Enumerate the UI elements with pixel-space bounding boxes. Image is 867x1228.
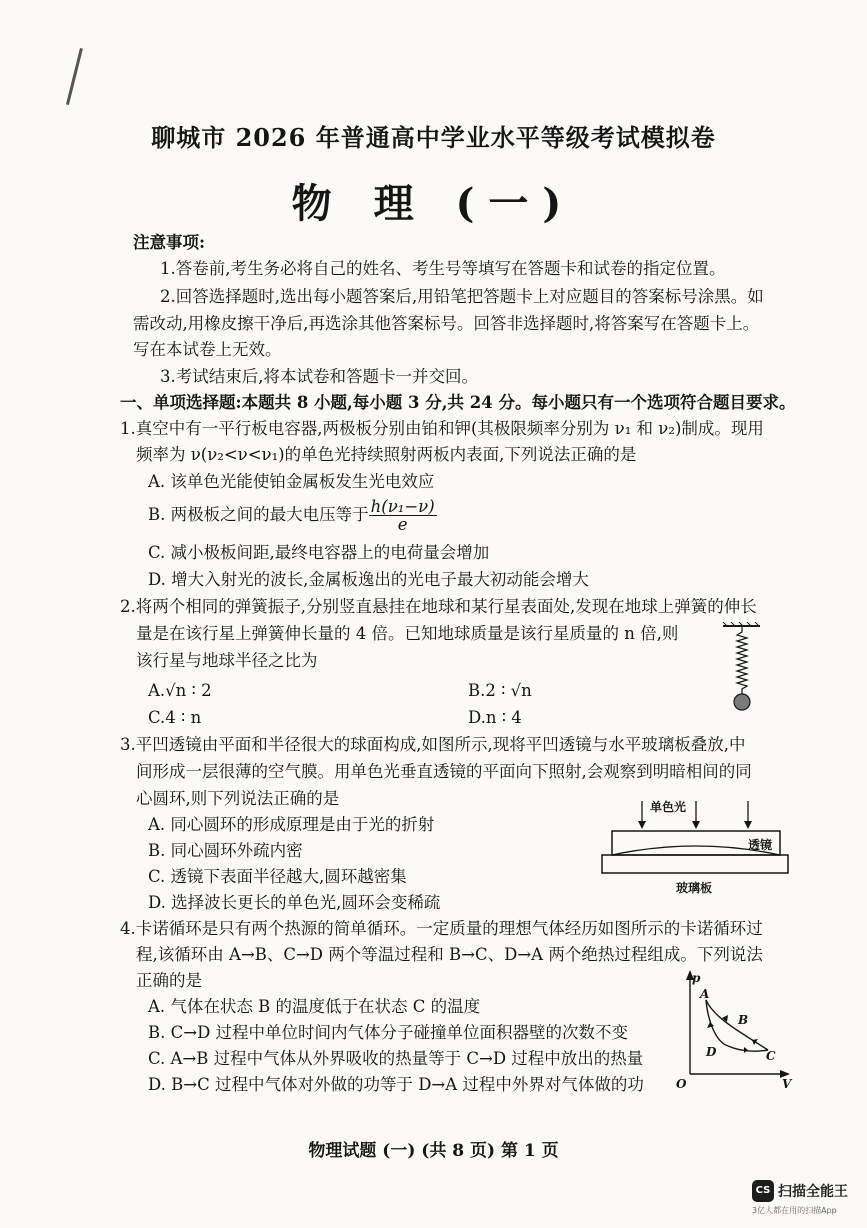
q4-option-c: C. A→B 过程中气体从外界吸收的热量等于 C→D 过程中放出的热量 (148, 1049, 644, 1068)
notice-item-1: 1.答卷前,考生务必将自己的姓名、考生号等填写在答题卡和试卷的指定位置。 (160, 259, 726, 278)
spring-oscillator-figure (720, 622, 764, 714)
q1-stem-line-2: 频率为 ν(ν₂<ν<ν₁)的单色光持续照射两板内表面,下列说法正确的是 (136, 445, 637, 464)
lens-label: 透镜 (748, 838, 773, 852)
q4-option-b: B. C→D 过程中单位时间内气体分子碰撞单位面积器壁的次数不变 (148, 1023, 629, 1042)
q1-stem-line-1: 1.真空中有一平行板电容器,两极板分别由铂和钾(其极限频率分别为 ν₁ 和 ν₂)制成。现用 (120, 419, 764, 438)
notice-item-2-line-3: 写在本试卷上无效。 (133, 340, 282, 359)
q3-option-d: D. 选择波长更长的单色光,圆环会变稀疏 (148, 893, 441, 912)
q3-stem-line-1: 3.平凹透镜由平面和半径很大的球面构成,如图所示,现将平凹透镜与水平玻璃板叠放,中 (120, 735, 746, 754)
q1-option-c: C. 减小极板间距,最终电容器上的电荷量会增加 (148, 543, 490, 562)
q3-option-b: B. 同心圆环外疏内密 (148, 841, 303, 860)
exam-subtitle: 物 理 (一) (291, 180, 576, 227)
spring-coil (737, 626, 747, 694)
arrow-bc (752, 1039, 758, 1045)
state-c-label: C (766, 1049, 776, 1063)
origin-label: O (676, 1077, 687, 1091)
isotherm-ab-bc (706, 1000, 768, 1050)
q2-stem-line-2: 量是在该行星上弹簧伸长量的 4 倍。已知地球质量是该行星质量的 n 倍,则 (136, 624, 679, 643)
q4-option-a: A. 气体在状态 B 的温度低于在状态 C 的温度 (148, 997, 481, 1016)
scanner-logo: CS (752, 1180, 774, 1202)
state-b-label: B (738, 1013, 749, 1027)
q1-option-a: A. 该单色光能使铂金属板发生光电效应 (148, 472, 435, 491)
fraction-numerator: h(ν₁−ν) (370, 497, 435, 516)
q2-stem-line-1: 2.将两个相同的弹簧振子,分别竖直悬挂在地球和某行星表面处,发现在地球上弹簧的伸长 (120, 597, 757, 616)
q2-option-d: D.n ∶ 4 (468, 708, 522, 727)
q4-stem-line-3: 正确的是 (136, 971, 202, 990)
q3-option-c: C. 透镜下表面半径越大,圆环越密集 (148, 867, 407, 886)
hanging-ball (734, 694, 750, 710)
section-heading: 一、单项选择题:本题共 8 小题,每小题 3 分,共 24 分。每小题只有一个选项符合题目要求。 (120, 393, 796, 412)
lens-interference-figure (600, 795, 790, 897)
page-footer: 物理试题 (一) (共 8 页) 第 1 页 (308, 1141, 559, 1161)
state-a-label: A (700, 987, 710, 1001)
q4-option-d: D. B→C 过程中气体对外做的功等于 D→A 过程中外界对气体做的功 (148, 1075, 644, 1094)
light-label: 单色光 (650, 800, 687, 814)
q2-stem-line-3: 该行星与地球半径之比为 (136, 651, 318, 670)
arrow-da (707, 1022, 714, 1028)
glass-plate (602, 855, 788, 873)
q1-option-b-text: B. 两极板之间的最大电压等于 (148, 505, 369, 524)
q1-option-b (148, 498, 437, 533)
q3-stem-line-2: 间形成一层很薄的空气膜。用单色光垂直透镜的平面向下照射,会观察到明暗相间的同 (136, 762, 752, 781)
arrow-cd (744, 1047, 748, 1053)
fraction-denominator: e (397, 515, 408, 534)
q4-stem-line-1: 4.卡诺循环是只有两个热源的简单循环。一定质量的理想气体经历如图所示的卡诺循环过 (120, 919, 763, 938)
q1-option-d: D. 增大入射光的波长,金属板逸出的光电子最大初动能会增大 (148, 570, 589, 589)
notice-item-2-line-1: 2.回答选择题时,选出每小题答案后,用铅笔把答题卡上对应题目的答案标号涂黑。如 (160, 287, 764, 306)
scanner-slogan: 3亿人都在用的扫描App (752, 1206, 837, 1215)
q2-option-a: A.√n ∶ 2 (148, 681, 212, 700)
p-axis-label: p (692, 971, 701, 985)
notice-item-3: 3.考试结束后,将本试卷和答题卡一并交回。 (160, 367, 478, 386)
v-axis-label: V (782, 1077, 792, 1091)
q4-stem-line-2: 程,该循环由 A→B、C→D 两个等温过程和 B→C、D→A 两个绝热过程组成。下列说法 (136, 945, 763, 964)
carnot-pv-diagram (672, 966, 800, 1092)
q2-option-c: C.4 ∶ n (148, 708, 202, 727)
state-d-label: D (706, 1045, 717, 1059)
pen-mark (66, 48, 83, 105)
exam-title: 聊城市 2026 年普通高中学业水平等级考试模拟卷 (151, 123, 716, 152)
q1-option-b-fraction (369, 498, 437, 533)
q3-stem-line-3: 心圆环,则下列说法正确的是 (136, 789, 340, 808)
notice-heading: 注意事项: (133, 233, 206, 252)
q3-option-a: A. 同心圆环的形成原理是由于光的折射 (148, 815, 435, 834)
notice-item-2-line-2: 需改动,用橡皮擦干净后,再选涂其他答案标号。回答非选择题时,将答案写在答题卡上。 (133, 314, 760, 333)
q2-option-b: B.2 ∶ √n (468, 681, 532, 700)
plate-label: 玻璃板 (676, 881, 713, 895)
scanner-brand: 扫描全能王 (778, 1184, 848, 1200)
